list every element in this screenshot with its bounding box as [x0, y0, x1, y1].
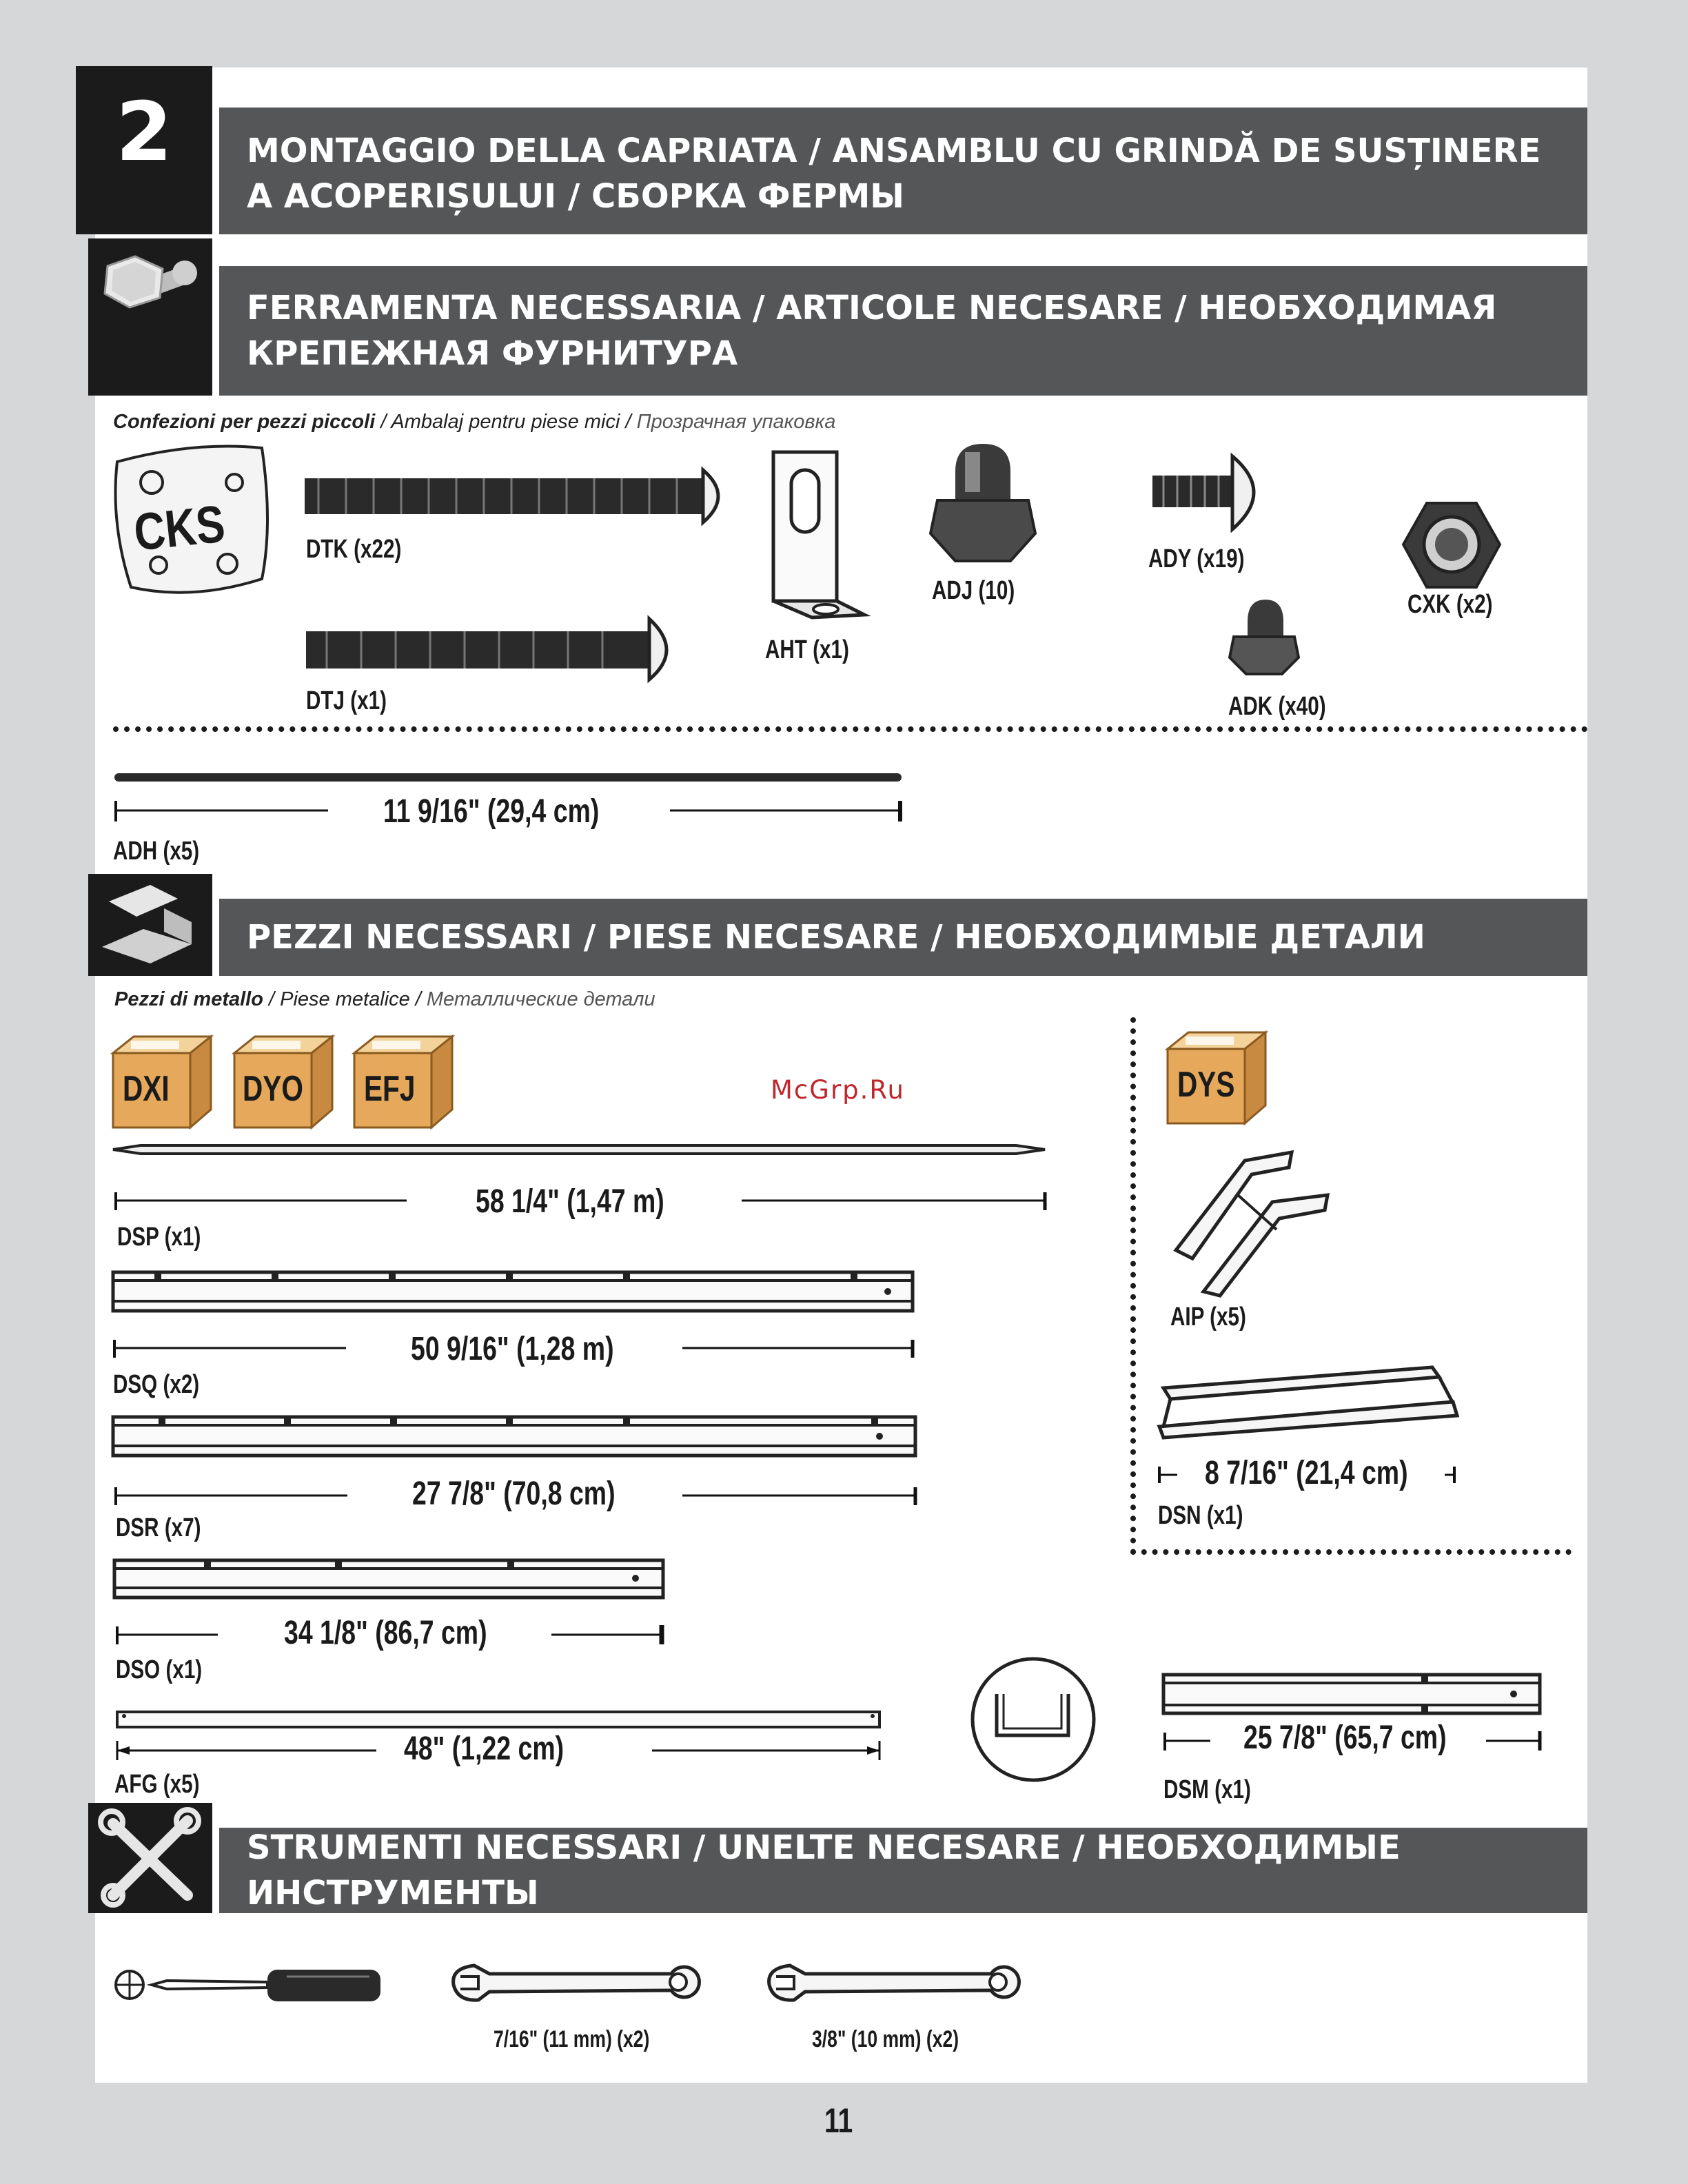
bolt-illustration: [306, 613, 678, 682]
hardware-label-cxk: CXK (x2): [1407, 590, 1493, 619]
parts-caption-it: Pezzi di metallo: [114, 988, 263, 1010]
hardware-label-adj: ADJ (10): [932, 576, 1015, 605]
parts-icon-box: [88, 874, 212, 976]
part-label-dsr: DSR (x7): [116, 1513, 201, 1542]
hardware-caption-it: Confezioni per pezzi piccoli: [113, 411, 376, 433]
crossed-wrenches-icon: [99, 1810, 201, 1906]
dsr-length: 27 7/8" (70,8 cm): [412, 1476, 616, 1512]
tools-heading-text: STRUMENTI NECESSARI / UNELTE NECESARE / НЕОБХОДИМЫЕ ИНСТРУМЕНТЫ: [247, 1828, 1401, 1912]
page-number: 11: [824, 2101, 853, 2140]
box-label-dyo: DYO: [243, 1069, 303, 1109]
tools-icon-box: [88, 1803, 212, 1913]
hardware-label-adk: ADK (x40): [1228, 692, 1326, 721]
parts-caption-ro: Piese metalice: [280, 988, 410, 1010]
bolt-nut-icon: [94, 252, 207, 349]
gusset-bracket-illustration: [1162, 1147, 1340, 1296]
wrench-icon: [766, 1961, 1015, 2004]
part-label-dsm: DSM (x1): [1163, 1775, 1251, 1804]
section-divider: [113, 726, 1588, 732]
hardware-label-ady: ADY (x19): [1148, 544, 1245, 573]
step-title: [219, 108, 1587, 234]
tool-label-wrench-11mm: 7/16" (11 mm) (x2): [494, 2026, 650, 2052]
dso-length: 34 1/8" (86,7 cm): [284, 1615, 487, 1651]
watermark: McGrp.Ru: [771, 1075, 905, 1105]
hardware-heading: [219, 266, 1587, 396]
section-divider: [1130, 1017, 1136, 1555]
part-label-dsq: DSQ (x2): [113, 1370, 200, 1399]
step-number: 2: [76, 66, 212, 234]
profile-section-icon: [968, 1654, 1099, 1785]
bracket-illustration: [771, 445, 867, 622]
parts-heading: [219, 899, 1587, 976]
hardware-label-dtk: DTK (x22): [306, 535, 402, 564]
bolt-illustration: [305, 463, 733, 529]
hardware-caption-ro: Ambalaj pentru piese mici: [391, 411, 620, 433]
dsn-length: 8 7/16" (21,4 cm): [1205, 1455, 1408, 1491]
hardware-caption: [113, 411, 835, 433]
box-label-dxi: DXI: [123, 1069, 170, 1109]
hardware-caption-ru: Прозрачная упаковка: [636, 411, 836, 433]
hardware-label-adh: ADH (x5): [113, 837, 200, 866]
part-label-aip: AIP (x5): [1170, 1303, 1246, 1331]
dsp-length: 58 1/4" (1,47 m): [476, 1183, 664, 1220]
caption-sep: /: [375, 411, 392, 433]
parts-bag-label: CKS: [131, 494, 228, 562]
hardware-icon-box: [88, 238, 212, 396]
metal-bracket-icon: [95, 881, 205, 968]
box-label-efj: EFJ: [364, 1069, 416, 1109]
caption-sep: /: [620, 411, 637, 433]
caption-sep: /: [263, 988, 281, 1010]
hardware-label-aht: AHT (x1): [765, 635, 849, 664]
parts-heading-text: PEZZI NECESSARI / PIESE NECESARE / НЕОБХОДИМЫЕ ДЕТАЛИ: [247, 918, 1425, 957]
dsq-length: 50 9/16" (1,28 m): [411, 1331, 614, 1367]
afg-length: 48" (1,22 cm): [404, 1731, 565, 1767]
tools-heading: [219, 1828, 1587, 1913]
step-title-text: MONTAGGIO DELLA CAPRIATA / ANSAMBLU CU GRINDĂ DE SUSȚINERE A ACOPERIȘULUI / СБОРКА ФЕРМЫ: [247, 132, 1541, 216]
wrench-icon: [451, 1961, 695, 2004]
section-divider: [1130, 1549, 1572, 1555]
part-label-afg: AFG (x5): [114, 1770, 200, 1799]
screw-illustration: [1152, 452, 1268, 533]
rod-length: 11 9/16" (29,4 cm): [383, 793, 600, 830]
parts-caption-ru: Металлические детали: [426, 988, 655, 1010]
hex-nut-illustration: [1402, 500, 1501, 590]
tool-label-wrench-10mm: 3/8" (10 mm) (x2): [812, 2026, 959, 2052]
hardware-heading-text: FERRAMENTA NECESSARIA / ARTICOLE NECESARE / НЕОБХОДИМАЯ КРЕПЕЖНАЯ ФУРНИТУРА: [247, 289, 1497, 373]
caption-sep: /: [409, 988, 427, 1010]
box-label-dys: DYS: [1177, 1065, 1235, 1105]
cap-nut-illustration: [928, 444, 1038, 565]
dsm-length: 25 7/8" (65,7 cm): [1243, 1719, 1447, 1756]
part-label-dsn: DSN (x1): [1158, 1501, 1243, 1530]
part-label-dso: DSO (x1): [116, 1655, 203, 1684]
screwdriver-icon: [114, 1963, 382, 2008]
parts-caption: [114, 988, 655, 1011]
hardware-label-dtj: DTJ (x1): [306, 686, 387, 715]
part-label-dsp: DSP (x1): [117, 1223, 201, 1252]
small-cap-nut-illustration: [1227, 597, 1301, 675]
